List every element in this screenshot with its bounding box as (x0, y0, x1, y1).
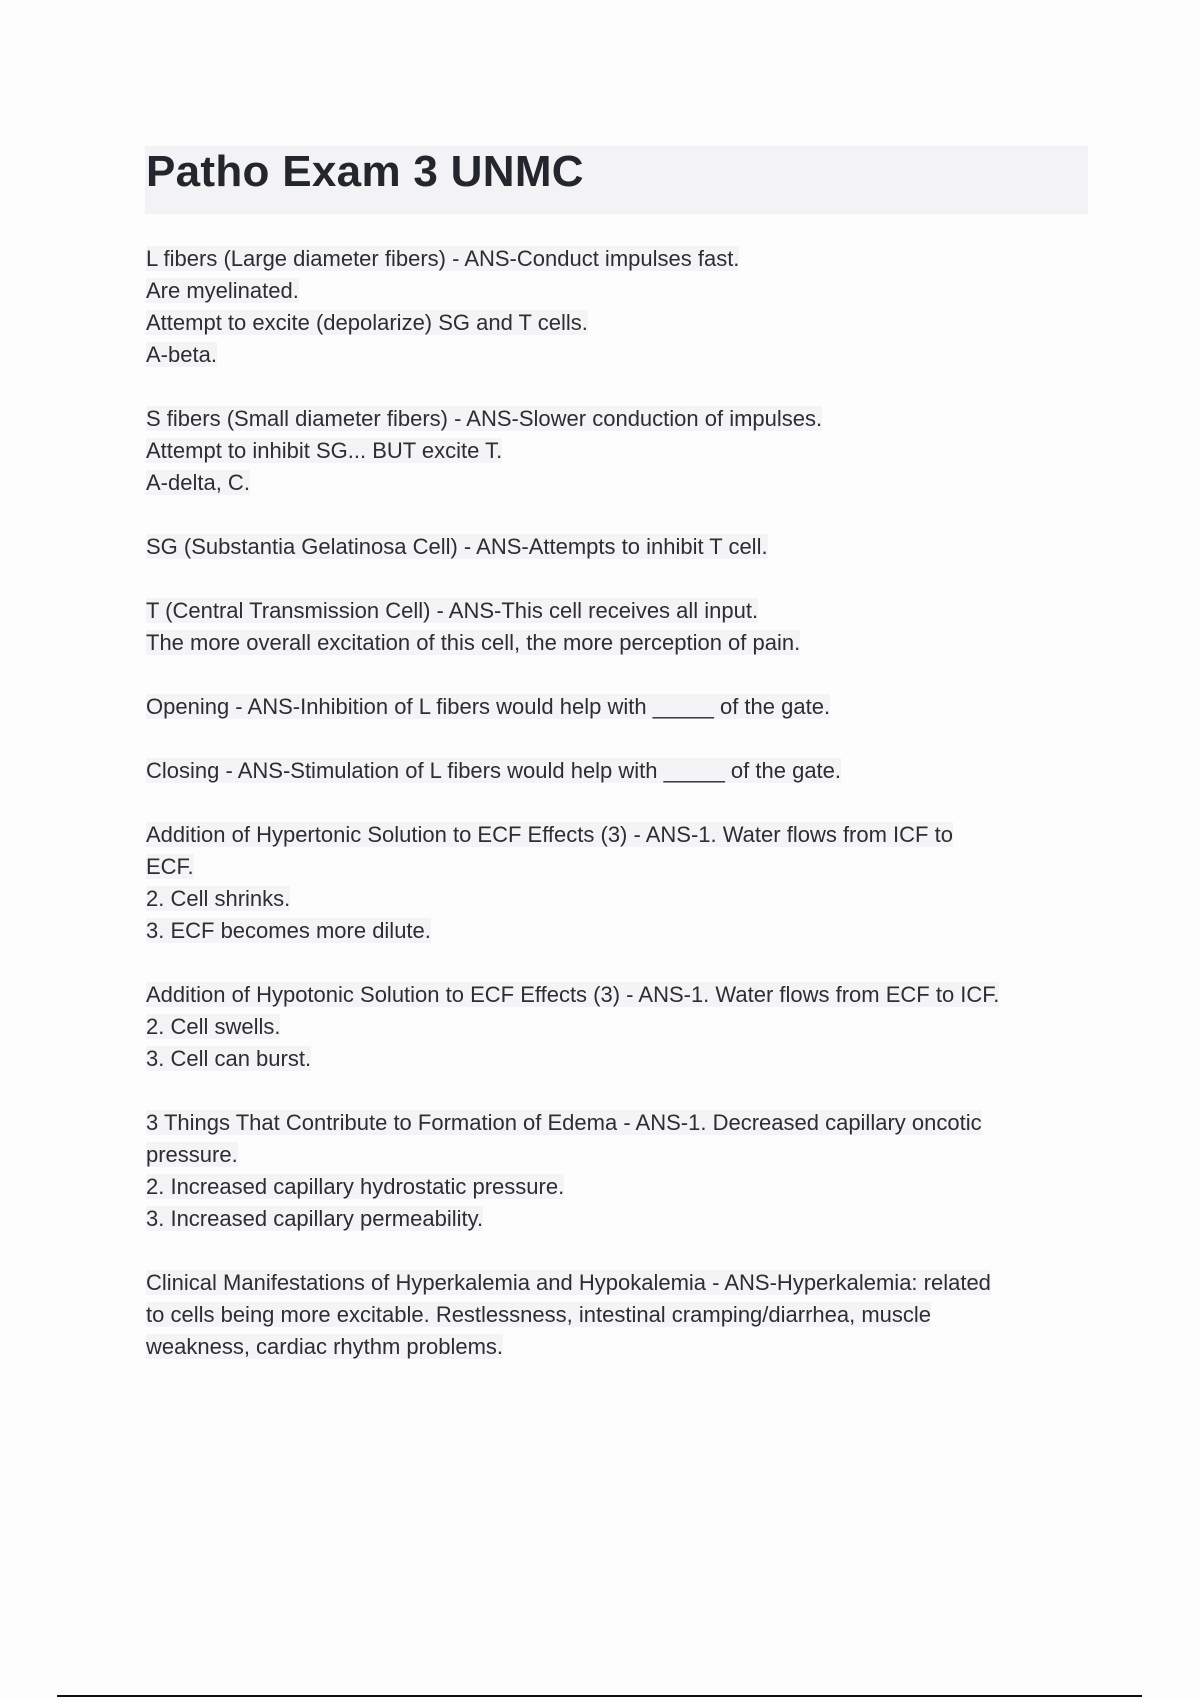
entry-line: T (Central Transmission Cell) - ANS-This cell receives all input. (146, 598, 759, 623)
entry-line: Closing - ANS-Stimulation of L fibers would help with _____ of the gate. (146, 758, 842, 783)
flashcard-entry (146, 755, 1096, 787)
entry-line: 3 Things That Contribute to Formation of Edema - ANS-1. Decreased capillary oncotic (146, 1110, 982, 1135)
footer-divider (57, 1695, 1142, 1697)
entry-line: 3. Cell can burst. (146, 1046, 312, 1071)
flashcard-entry (146, 691, 1096, 723)
flashcard-entry (146, 979, 1096, 1075)
entry-line: 3. Increased capillary permeability. (146, 1206, 484, 1231)
entry-line: Attempt to inhibit SG... BUT excite T. (146, 438, 503, 463)
entry-line: SG (Substantia Gelatinosa Cell) - ANS-Attempts to inhibit T cell. (146, 534, 768, 559)
entry-line: ECF. (146, 854, 194, 879)
entry-line: Opening - ANS-Inhibition of L fibers would help with _____ of the gate. (146, 694, 831, 719)
flashcard-entry (146, 243, 1096, 371)
flashcard-entry (146, 1107, 1096, 1235)
entry-line: 2. Increased capillary hydrostatic pressure. (146, 1174, 565, 1199)
entry-line: Are myelinated. (146, 278, 299, 303)
flashcard-entry (146, 595, 1096, 659)
entry-line: pressure. (146, 1142, 238, 1167)
entry-line: Clinical Manifestations of Hyperkalemia and Hypokalemia - ANS-Hyperkalemia: related (146, 1270, 991, 1295)
entry-line: 2. Cell swells. (146, 1014, 281, 1039)
entry-line: S fibers (Small diameter fibers) - ANS-Slower conduction of impulses. (146, 406, 823, 431)
entry-line: to cells being more excitable. Restlessness, intestinal cramping/diarrhea, muscle (146, 1302, 932, 1327)
entry-line: The more overall excitation of this cell, the more perception of pain. (146, 630, 801, 655)
entry-line: Addition of Hypotonic Solution to ECF Effects (3) - ANS-1. Water flows from ECF to ICF. (146, 982, 1000, 1007)
page-title: Patho Exam 3 UNMC (146, 147, 584, 196)
entry-line: 2. Cell shrinks. (146, 886, 291, 911)
flashcard-entry (146, 403, 1096, 499)
entry-line: A-beta. (146, 342, 217, 367)
flashcard-entry (146, 531, 1096, 563)
entry-line: Addition of Hypertonic Solution to ECF Effects (3) - ANS-1. Water flows from ICF to (146, 822, 953, 847)
entry-line: weakness, cardiac rhythm problems. (146, 1334, 504, 1359)
entry-line: Attempt to excite (depolarize) SG and T cells. (146, 310, 588, 335)
entry-line: L fibers (Large diameter fibers) - ANS-Conduct impulses fast. (146, 246, 740, 271)
flashcard-entry (146, 819, 1096, 947)
entry-line: 3. ECF becomes more dilute. (146, 918, 431, 943)
entry-line: A-delta, C. (146, 470, 250, 495)
flashcard-list (146, 243, 1096, 1395)
flashcard-entry (146, 1267, 1096, 1363)
